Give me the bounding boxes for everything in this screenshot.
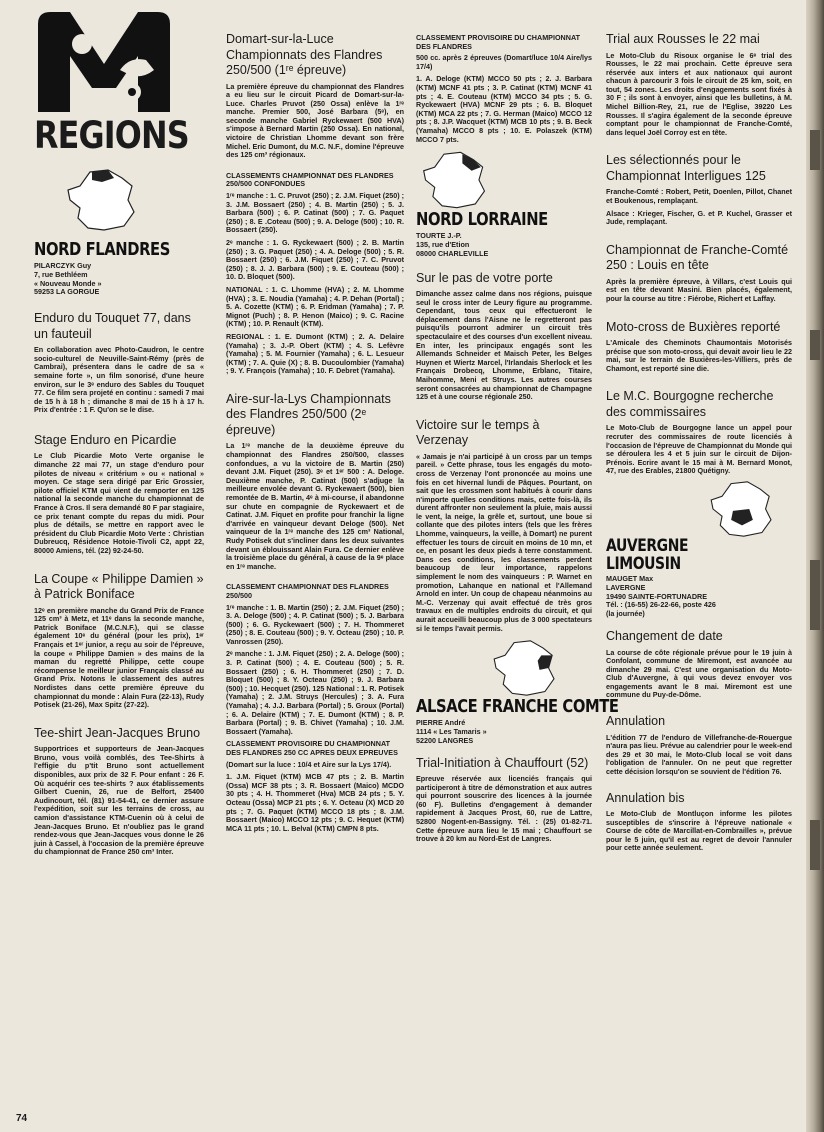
article-title: Le M.C. Bourgogne recherche des commissaires (606, 389, 774, 419)
regions-logo (34, 4, 174, 116)
page-edge (806, 0, 824, 1132)
article-body: Franche-Comté : Robert, Petit, Doenlen, Pillot, Chanet et Boukenous, remplaçant. (606, 187, 792, 206)
page-number: 74 (16, 1113, 28, 1124)
article-title: Trial-Initiation à Chauffourt (52) (416, 755, 589, 770)
column-1 (34, 0, 204, 861)
address-line: 135, rue d'Etion (416, 239, 470, 249)
results-paragraph: 1. A. Deloge (KTM) MCCO 50 pts ; 2. J. Barbara (KTM) MCNF 41 pts ; 3. P. Catinat (KTM) MCNF 41 pts ; 4. E. Couteau (KTM) MCCO 34 pts ; 5. G. Ryckewaert (HVA) MCNF 29 pts ; 6. B. Bloquet (KTM) MCA 22 pts ; 7. G. Herman (Maico) MCCO 12 pts ; 8. J.P. Wacquet (KTM) MCB 10 pts ; 9. B. Beck (Yamaha) MCCO 8 pts ; 10. E. Polaszek (KTM) MCCO 7 pts. (416, 74, 592, 144)
article-title: Domart-sur-la-Luce Championnats des Flandres 250/500 (1ʳᵉ épreuve) (226, 32, 383, 77)
results-heading: CLASSEMENTS CHAMPIONNAT DES FLANDRES 250/500 CONFONDUES (226, 170, 394, 189)
region-title-alsace-franche-comte: ALSACE FRANCHE COMTE (416, 696, 619, 718)
address-line: 59253 LA GORGUE (34, 287, 100, 297)
address-line: LAVERGNE (606, 582, 646, 592)
results-paragraph: 2ᵉ manche : 1. G. Ryckewaert (500) ; 2. B. Martin (250) ; 3. G. Paquet (250) ; 4. A. Deloge (500) ; 5. R. Bossaert (250) ; 6. J.M. Fiquet (250) ; 7. C. Pruvot (250) ; 8. J. J. Barbara (500) ; 9. E. Couteau (500) ; 10. D. Bloquet (500). (226, 238, 404, 282)
france-map-nord-lorraine (420, 150, 490, 210)
results-paragraph: NATIONAL : 1. C. Lhomme (HVA) ; 2. M. Lhomme (HVA) ; 3. E. Noudia (Yamaha) ; 4. P. Dehan (Portal) ; 5. A. Cozette (KTM) ; 6. P. Eridman (Yamaha) ; 7. P. Mignot (Puch) ; 8. P. Henon (Maico) ; 9. C. Racine (KTM) ; 10. P. Renault (KTM). (226, 284, 404, 329)
article-body: L'Amicale des Cheminots Chaumontais Motorisés précise que son moto-cross, qui devait avoir lieu le 22 mai, sur le terrain de Buxières-les-Villiers, près de Chamont, est reporté sine die. (606, 338, 792, 373)
article-title: La Coupe « Philippe Damien » à Patrick Boniface (34, 571, 204, 602)
france-map-auvergne-limousin (706, 480, 778, 538)
results-heading: CLASSEMENT PROVISOIRE DU CHAMPIONNAT DES FLANDRES (416, 33, 580, 51)
region-address-alsace-franche-comte (416, 719, 592, 745)
results-heading: CLASSEMENT PROVISOIRE DU CHAMPIONNAT DES FLANDRES 250 CC APRES DEUX EPREUVES (226, 739, 398, 757)
article-body: L'édition 77 de l'enduro de Villefranche-de-Rouergue n'aura pas lieu. Prévue au calendrier pour le week-end des 29 et 30 mai, le Moto-Club local se voit dans l'obligation de l'annuler. On ne peut que regretter cette décision lorsqu'on se souvient de l'édition 76. (606, 732, 792, 776)
results-paragraph: (Domart sur la luce : 10/4 et Aire sur la Lys 17/4). (226, 759, 392, 769)
article-body: Epreuve réservée aux licenciés français qui participeront à titre de démonstration et aux autres qui pourront souscrire des licences à la journée (60 F). Bulletins d'engagement à demander rapidement à Jacques Prost, 60, rue de Lattre, 52800 Nogent-en-Bassigny. Tél. : (25) 01-82-71. Cette épreuve aura lieu le 15 mai ; Chauffourt se trouve à 20 km au Nord-Est de Langres. (416, 774, 592, 844)
article-title: Enduro du Touquet 77, dans un fauteuil (34, 311, 191, 341)
article-title: Trial aux Rousses le 22 mai (606, 32, 760, 46)
address-line: 7, rue Bethléem (34, 269, 88, 279)
results-heading: CLASSEMENT CHAMPIONNAT DES FLANDRES 250/500 (226, 582, 389, 600)
article-title: Aire-sur-la-Lys Championnats des Flandres 250/500 (2ᵉ épreuve) (226, 391, 391, 437)
article-title: Tee-shirt Jean-Jacques Bruno (34, 725, 201, 740)
address-line: TOURTE J.-P. (416, 231, 462, 241)
region-title-nord-lorraine: NORD LORRAINE (416, 209, 548, 231)
article-title: Stage Enduro en Picardie (34, 432, 177, 447)
address-line: Tél. : (16-55) 26-22-66, poste 426 (606, 600, 716, 610)
article-title: Les sélectionnés pour le Championnat Interligues 125 (606, 153, 766, 183)
address-line: « Nouveau Monde » (34, 278, 102, 288)
address-line: PILARCZYK Guy (34, 261, 92, 270)
article-body: Après la première épreuve, à Villars, c'est Louis qui est en tête devant Masini. Bien placés, également, pour la course au titre : Fiérobe, Richert et Laffay. (606, 276, 792, 303)
article-body: 12ᵉ en première manche du Grand Prix de France 125 cm³ à Metz, et 11ᵉ dans la seconde manche, Patrick Boniface (M.C.N.F.), qui se classe également 10ᵉ du général (pour les prix), 1ᵉʳ Français et 1ᵉʳ junior, a reçu au soir de l'épreuve, la coupe « Philippe Damien » des mains de la maman du regretté Philippe, cette coupe récompense le meilleur junior Français classé au Grand Prix. Notons le classement des autres Nordistes dans cette première épreuve du championnat du monde : Alain Fura (22-13), Rudy Potisek (21-26), Max Spitz (27-22). (34, 605, 204, 710)
article-title: Moto-cross de Buxières reporté (606, 319, 781, 334)
article-body: Le Club Picardie Moto Verte organise le dimanche 22 mai 77, un stage d'enduro pour pilotes de niveau « critérium » ou « national » moyen. Ce stage sera dirigé par Eric Grossier, pilote officiel KTM qui vient de remporter en 125 national la seconde manche du championnat de France à Cros. Il sera demandé 80 F par stagiaire, ce prix tenant compte du repas du midi. Pour plus de détails, se mettre en rapport avec le président du Club Picardie Moto Verte : Christian Dubreucq, Résidence Hotoie-Tivoli C2, appt 22, 80000 Amiens, tél. (22) 92-24-50. (34, 451, 204, 555)
article-body: La première épreuve du championnat des Flandres a eu lieu sur le circuit Picard de Domart-sur-la-Luce. Charles Pruvot (250 Ossa) enlève la 1ʳᵉ manche. Premier 500, José Barbara (5ᵉ), en seconde manche Gabriel Ryckewaert (500 HVA) s'impose à Bernard Martin (250 Ossa). En national, victoire de Christian Lhomme devant son frère Michel. Eric Dumont, du M.C. N.F., domine l'épreuve des 125 cm³ régionaux. (226, 81, 404, 160)
article-body: La 1ʳᵉ manche de la deuxième épreuve du championnat des Flandres 250/500, classes confondues, a vu la victoire de B. Martin (250) devant J.M. Fiquet (250). 3ᵉ et 1ᵉʳ 500 : A. Deloge. Deuxième manche, P. Catinat (500) s'adjuge la meilleure envolée devant G. Ryckewaert (500), bien remontée de B. Martin, 4ᵉ à mi-course, il abandonne sur chute en compagnie de Ryckewaert et de Catinat. J.M. Fiquet en profite pour franchir la ligne d'arrivée en vainqueur devant Deloge (500). Net vainqueur de la 1ʳᵉ manche des 125 cm³ National, Rudy Potisek dut s'incliner dans les deux suivantes devant un éblouissant Alain Fura. Ce dernier enlève la troisième place du général, à cause de la 9ᵉ place en 1ʳᵉ manche. (226, 441, 404, 571)
results-paragraph: 2ᵉ manche : 1. J.M. Fiquet (250) ; 2. A. Deloge (500) ; 3. P. Catinat (500) ; 4. E. Couteau (500) ; 5. R. Bossaert (250) ; 6. H. Thommeret (250) ; 7. D. Bloquet (500) ; 8. Y. Octeau (250) ; 9. J. Barbara (500) ; 10. Hecquet (250). 125 National : 1. R. Potisek (Yamaha) ; 2. J.M. Struys (Hercules) ; 3. A. Fura (Yamaha) ; 4. J.J. Barbara (Portal) ; 5. Groux (Portal) ; 6. A. Delaire (KTM) ; 7. E. Dumont (KTM) ; 8. P. Barbara (Portal) ; 9. B. Chivet (Yamaha) ; 10. J.M. Bossaert (Yamaha). (226, 649, 404, 736)
address-line: (la journée) (606, 609, 645, 619)
results-paragraph: REGIONAL : 1. E. Dumont (KTM) ; 2. A. Delaire (Yamaha) ; 3. J.-P. Obert (KTM) ; 4. S. Lefèvre (Yamaha) ; 5. M. Fournier (Yamaha) ; 6. L. Lesueur (KTM) ; 7. A. Quie (X) ; 8. B. Ducoulombier (Yamaha) ; 9. Y. François (Yamaha) ; 10. F. Debret (Yamaha). (226, 331, 404, 376)
column-3 (416, 33, 619, 848)
motorcycle-m-logo (34, 4, 174, 116)
address-line: MAUGET Max (606, 574, 654, 584)
column-2 (226, 32, 404, 837)
article-body: « Jamais je n'ai participé à un cross par un temps pareil. » Cette phrase, tous les engagés du moto-cross de Verzenay l'ont prononcée au moins une fois en cet hivernal lundi de Pâques. Pourtant, on sait que les crossmen sont habitués à courir dans n'importe quelles conditions mais, cette fois-là, ils durent affronter non seulement la pluie, mais aussi le vent, la neige, la grêle et, surtout, une boue si collante que des pilotes inters (tels que les frères Lhomme, vainqueurs, la veille, à Domart) ne purent effectuer les tours de circuit en moins de 10 mn, et ce, en posant les deux pieds à terre constamment. Dans ces conditions, les classements perdent beaucoup de leur importance, rappelons simplement le nom des vainqueurs : P. Warnet en promotion, Lahanque en national et l'Allemand Arnold en inter. Un coup de chapeau néanmoins au M.-C. Verzenay qui avait effectué de très gros travaux en de multiples endroits du circuit, et qui aurait accueilli beaucoup plus de 3 000 spectateurs si le temps l'avait permis. (416, 451, 592, 633)
region-title-auvergne: AUVERGNE (606, 536, 689, 557)
article-body: En collaboration avec Photo-Caudron, le centre socio-culturel de Neuville-Saint-Rémy (près de Cambrai), présentera dans le cadre de sa « semaine forte », un film sonorisé, d'une heure environ, sur le 3ᵉ enduro des Sables du Touquet 77. Ce film sera projeté en continu : samedi 7 mai de 15 h à 18 h ; dimanche 8 mai de 15 h à 17 h. Prix d'entrée : 1 F. Qu'on se le dise. (34, 345, 204, 415)
article-title: Victoire sur le temps à Verzenay (416, 417, 540, 448)
article-body: Le Moto-Club du Risoux organise le 6ᵉ trial des Rousses, le 22 mai prochain. Cette épreuve sera réservée aux inters et aux nationaux qui auront chacun à parcourir 3 fois le circuit de 25 km, soit, en tout, 54 zones. Les droits d'engagements sont fixés à 30 F ; ils sont à envoyer, ainsi que les bulletins, à M. Michel Billion-Rey, 21, rue de l'Eglise, 39220 Les Rousses. Il s'agira également de la seconde épreuve comptant pour le championnat de Franche-Comté, dans lequel Joël Corroy est en tête. (606, 50, 792, 137)
address-line: 1114 « Les Tamaris » (416, 727, 487, 736)
results-paragraph: 500 cc. après 2 épreuves (Domart/luce 10/4 Aire/lys 17/4) (416, 53, 592, 71)
france-map-alsace-franche-comte (490, 639, 560, 697)
address-line: 19490 SAINTE-FORTUNADRE (606, 591, 708, 601)
regions-title: REGIONS (34, 114, 189, 157)
article-title: Championnat de Franche-Comté 250 : Louis en tête (606, 242, 789, 273)
article-body: Le Moto-Club de Bourgogne lance un appel pour recruter des commissaires de route licenciés à l'occasion de l'épreuve de Championnat du Monde qui se déroulera les 4 et 5 juin sur le circuit de Dijon-Prénois. Ecrire avant le 15 mai à M. Bernard Monot, 47, rue des Erables, 21800 Quétigny. (606, 423, 792, 476)
column-4 (606, 32, 792, 857)
results-paragraph: 1. J.M. Fiquet (KTM) MCB 47 pts ; 2. B. Martin (Ossa) MCF 38 pts ; 3. R. Bossaert (Maico) MCDO 30 pts ; 4. H. Thommeret (Hva) MCB 24 pts ; 5. Y. Octeau (Ossa) MCP 21 pts ; 6. Y. Octeau (X) MCD 20 pts ; 7. G. Paquet (KTM) MCCO 18 pts ; 8. J.M. Bossaert (Maico) MCCO 12 pts ; 9. C. Hequet (KTM) MCA 11 pts ; 10. L. Belval (KTM) CMPN 8 pts. (226, 772, 404, 833)
article-body: Alsace : Krieger, Fischer, G. et P. Kuchel, Grasser et Jude, remplaçant. (606, 208, 792, 227)
results-paragraph: 1ʳᵉ manche : 1. B. Martin (250) ; 2. J.M. Fiquet (250) ; 3. A. Deloge (500) ; 4. P. Catinat (500) ; 5. J. Barbara (500) ; 6. G. Ryckewaert (500) ; 7. H. Thommeret (250) ; 8. E. Couteau (500) ; 9. Y. Octeau (250) ; 10. P. Vanrossen (250). (226, 602, 404, 646)
address-line: PIERRE André (416, 718, 466, 728)
france-map-nord-flandres (64, 168, 140, 232)
article-title: Changement de date (606, 629, 723, 644)
article-body: Dimanche assez calme dans nos régions, puisque seul le cross inter de Leury figure au programme. Cependant, tous ceux qui effectueront le déplacement dans l'Aisne ne le regretteront pas puisqu'ils pourront admirer un circuit très spectaculaire et des courses d'un excellent niveau. En inter, les principaux engagés sont les Allemands Schneider et Maisch Peter, les Belges Huynen et Wiertz Marcel, l'Irlandais Sherlock et les Français Drobecq, Lhomme, Erblanc, Titaire, Maihomme, Meni et Struys. Les autres courses seront consacrées au championnat de Champagne 125 et à une course régionale 250. (416, 289, 592, 402)
article-title: Annulation (606, 714, 666, 729)
region-address-nord-lorraine (416, 232, 592, 258)
results-paragraph: 1ʳᵉ manche : 1. C. Pruvot (250) ; 2. J.M. Fiquet (250) ; 3. J.M. Bossaert (250) ; 4. B. Martin (250) ; 5. J. Barbara (500) ; 6. P. Catinat (500) ; 7. G. Paquet (250) ; 8. E .Coteau (500) ; 9. A. Deloge (500) ; 10. R. Bossaert (250). (226, 191, 404, 235)
article-title: Sur le pas de votre porte (416, 270, 553, 285)
address-line: 52200 LANGRES (416, 735, 474, 745)
region-address-nord-flandres (34, 262, 204, 297)
article-body: Supportrices et supporteurs de Jean-Jacques Bruno, vous voilà comblés, des Tee-Shirts à l'effigie du p'tit Bruno sont actuellement disponibles, aux prix de 32 F. Pour enfant : 26 F. Où acquérir ces tee-shirts ? aux établissements Gilbert Cuenin, 26, rue de Belfort, 25400 Audincourt, tél. (81) 91-54-41, ce dernier assure l'expédition, soit sur les terrains de cross, au camion d'assistance KTM-Cuenin où à celui de Jean-Jacques Bruno. Et n'oubliez pas le grand rendez-vous que Jean-Jacques vous donne le 26 juin à Cassel, à l'occasion de la première épreuve du championnat de France 250 cm³ Inter. (34, 744, 204, 857)
article-title: Annulation bis (606, 790, 685, 805)
region-title-limousin: LIMOUSIN (606, 554, 681, 575)
region-title-nord-flandres: NORD FLANDRES (34, 239, 170, 260)
article-body: La course de côte régionale prévue pour le 19 juin à Confolant, commune de Miremont, est avancée au dimanche 29 mai. C'est une organisation du Moto-Club d'Auvergne, à qui vous devez envoyer vos engagements avant le 8 mai. Miremont est une commune du Puy-de-Dôme. (606, 647, 792, 700)
address-line: 08000 CHARLEVILLE (416, 248, 489, 258)
article-body: Le Moto-Club de Montluçon informe les pilotes susceptibles de s'inscrire à l'épreuve nationale « Course de côte de Marcillat-en-Combrailles », prévue pour le 5 juin, qu'il est au regret de devoir l'annuler pour cette année seulement. (606, 809, 792, 853)
region-address-auvergne-limousin (606, 575, 792, 619)
